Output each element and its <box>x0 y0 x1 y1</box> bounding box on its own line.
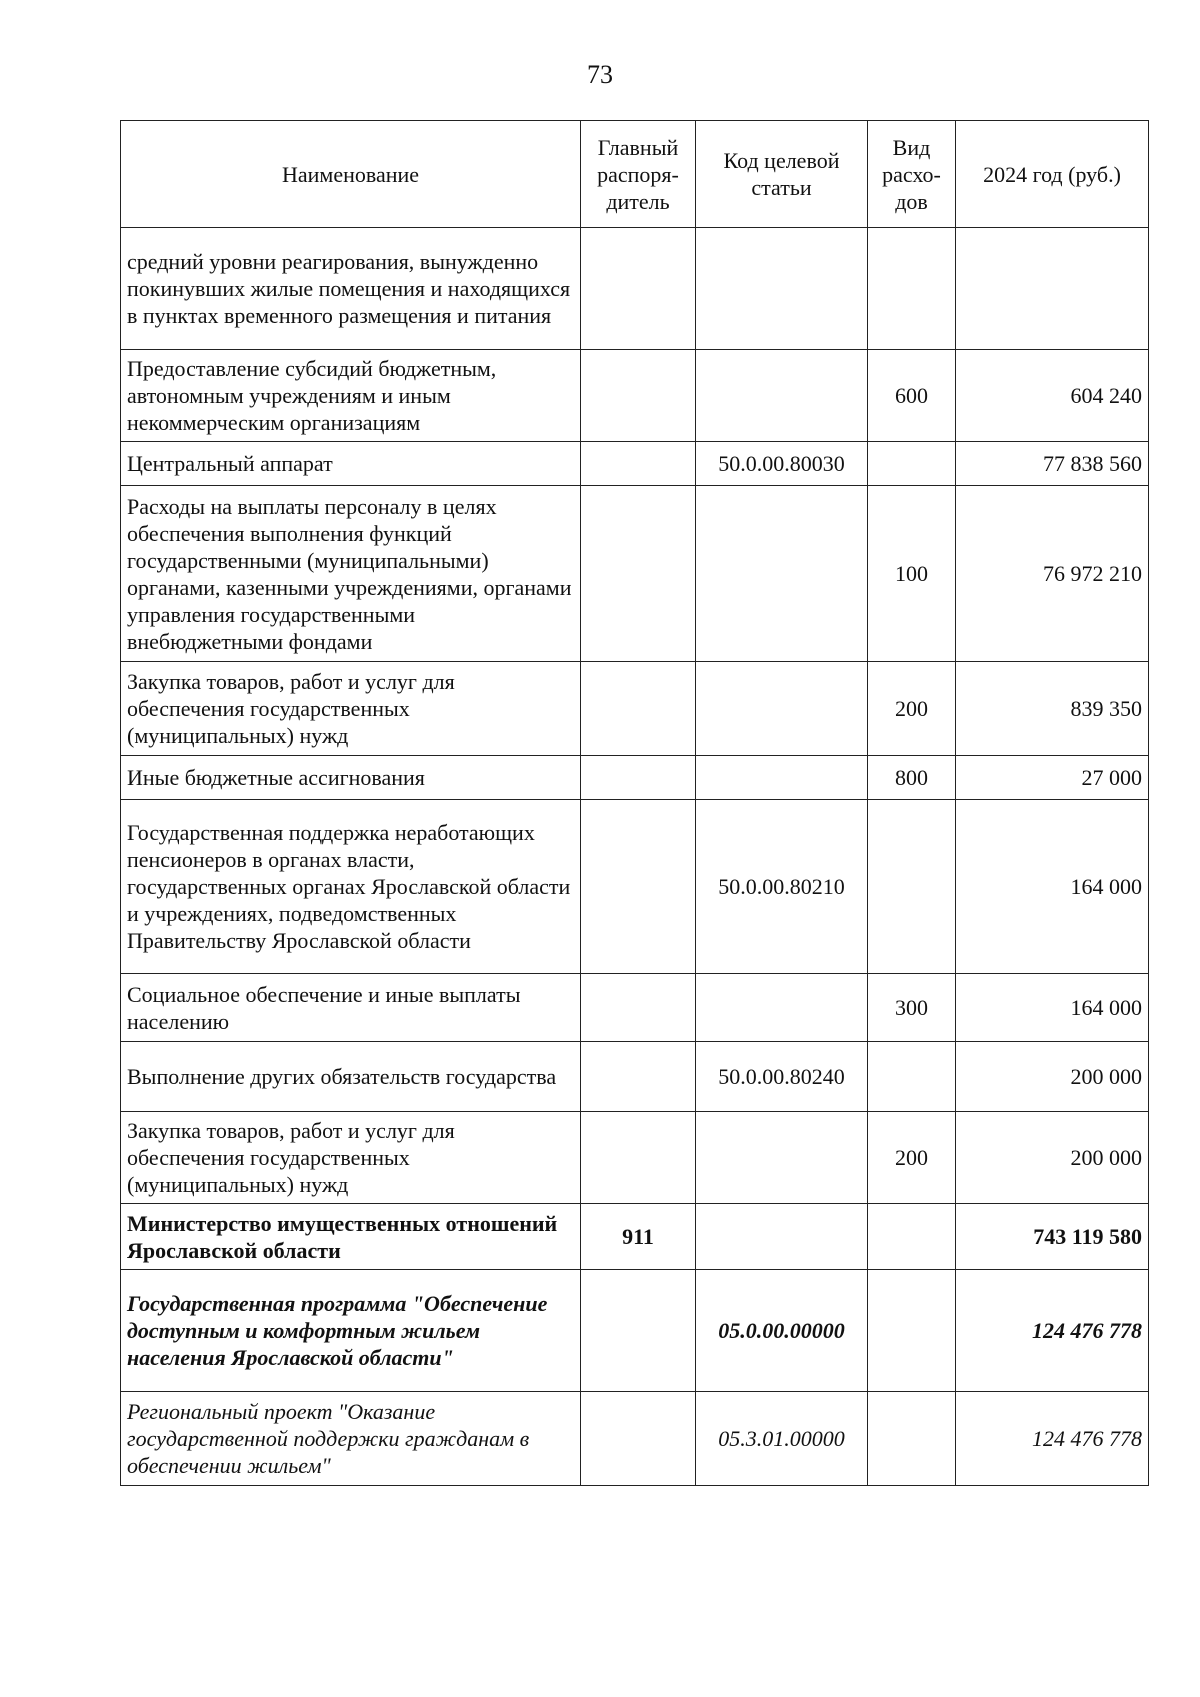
row-sum: 164 000 <box>956 974 1149 1042</box>
row-code: 50.0.00.80240 <box>696 1042 868 1112</box>
row-admin <box>581 974 696 1042</box>
table-row <box>121 800 1149 974</box>
table-row <box>121 350 1149 442</box>
row-name: Закупка товаров, работ и услуг для обеспечения государственных (муниципальных) нужд <box>121 662 581 756</box>
row-sum: 77 838 560 <box>956 442 1149 486</box>
row-name: Расходы на выплаты персоналу в целях обеспечения выполнения функций государственными (муниципальными) органами, казенными учреждениями, органами управления государственными внебюджетными фондами <box>121 486 581 662</box>
row-code <box>696 974 868 1042</box>
table-row <box>121 486 1149 662</box>
row-sum: 124 476 778 <box>956 1270 1149 1392</box>
row-name: Государственная поддержка неработающих пенсионеров в органах власти, государственных органах Ярославской области и учреждениях, подведомственных Правительству Ярославской области <box>121 800 581 974</box>
row-name: Закупка товаров, работ и услуг для обеспечения государственных (муниципальных) нужд <box>121 1112 581 1204</box>
row-sum: 76 972 210 <box>956 486 1149 662</box>
row-name: Иные бюджетные ассигнования <box>121 756 581 800</box>
row-type: 300 <box>868 974 956 1042</box>
row-type <box>868 800 956 974</box>
table-row <box>121 974 1149 1042</box>
row-admin <box>581 1270 696 1392</box>
row-admin <box>581 756 696 800</box>
row-sum: 164 000 <box>956 800 1149 974</box>
row-type <box>868 1204 956 1270</box>
row-admin <box>581 486 696 662</box>
header-type: Вид расхо-дов <box>868 121 956 228</box>
table-row <box>121 1204 1149 1270</box>
row-admin <box>581 1042 696 1112</box>
row-type: 200 <box>868 662 956 756</box>
row-sum: 839 350 <box>956 662 1149 756</box>
row-code <box>696 1204 868 1270</box>
header-name: Наименование <box>121 121 581 228</box>
table-row <box>121 662 1149 756</box>
row-name: Государственная программа "Обеспечение доступным и комфортным жильем населения Ярославской области" <box>121 1270 581 1392</box>
row-admin <box>581 662 696 756</box>
row-type: 200 <box>868 1112 956 1204</box>
row-sum: 124 476 778 <box>956 1392 1149 1486</box>
row-sum: 200 000 <box>956 1042 1149 1112</box>
row-sum: 604 240 <box>956 350 1149 442</box>
table-row <box>121 1392 1149 1486</box>
row-code: 50.0.00.80030 <box>696 442 868 486</box>
row-name: Социальное обеспечение и иные выплаты населению <box>121 974 581 1042</box>
row-name: Министерство имущественных отношений Ярославской области <box>121 1204 581 1270</box>
table-header-row <box>121 121 1149 228</box>
row-type <box>868 228 956 350</box>
row-code: 50.0.00.80210 <box>696 800 868 974</box>
row-name: Центральный аппарат <box>121 442 581 486</box>
row-code <box>696 662 868 756</box>
row-code: 05.3.01.00000 <box>696 1392 868 1486</box>
table-row <box>121 1270 1149 1392</box>
row-code <box>696 228 868 350</box>
row-type <box>868 1270 956 1392</box>
row-code <box>696 1112 868 1204</box>
row-name: средний уровни реагирования, вынужденно покинувших жилые помещения и находящихся в пунктах временного размещения и питания <box>121 228 581 350</box>
row-name: Региональный проект "Оказание государственной поддержки гражданам в обеспечении жильем" <box>121 1392 581 1486</box>
row-sum: 200 000 <box>956 1112 1149 1204</box>
row-type: 800 <box>868 756 956 800</box>
header-code: Код целевой статьи <box>696 121 868 228</box>
table-row <box>121 1112 1149 1204</box>
row-code <box>696 756 868 800</box>
row-admin <box>581 228 696 350</box>
row-sum <box>956 228 1149 350</box>
header-admin: Главный распоря-дитель <box>581 121 696 228</box>
row-admin <box>581 1392 696 1486</box>
row-type: 100 <box>868 486 956 662</box>
page-number: 73 <box>587 60 613 89</box>
row-admin <box>581 350 696 442</box>
row-code <box>696 350 868 442</box>
header-sum: 2024 год (руб.) <box>956 121 1149 228</box>
row-code: 05.0.00.00000 <box>696 1270 868 1392</box>
table-row <box>121 1042 1149 1112</box>
row-admin <box>581 800 696 974</box>
row-admin <box>581 1112 696 1204</box>
table-row <box>121 228 1149 350</box>
row-type <box>868 1392 956 1486</box>
row-type: 600 <box>868 350 956 442</box>
row-type <box>868 442 956 486</box>
row-type <box>868 1042 956 1112</box>
row-admin: 911 <box>581 1204 696 1270</box>
row-sum: 743 119 580 <box>956 1204 1149 1270</box>
table-row <box>121 442 1149 486</box>
row-sum: 27 000 <box>956 756 1149 800</box>
row-name: Выполнение других обязательств государства <box>121 1042 581 1112</box>
row-name: Предоставление субсидий бюджетным, автономным учреждениям и иным некоммерческим организациям <box>121 350 581 442</box>
row-admin <box>581 442 696 486</box>
row-code <box>696 486 868 662</box>
budget-table <box>120 120 1149 1486</box>
table-row <box>121 756 1149 800</box>
